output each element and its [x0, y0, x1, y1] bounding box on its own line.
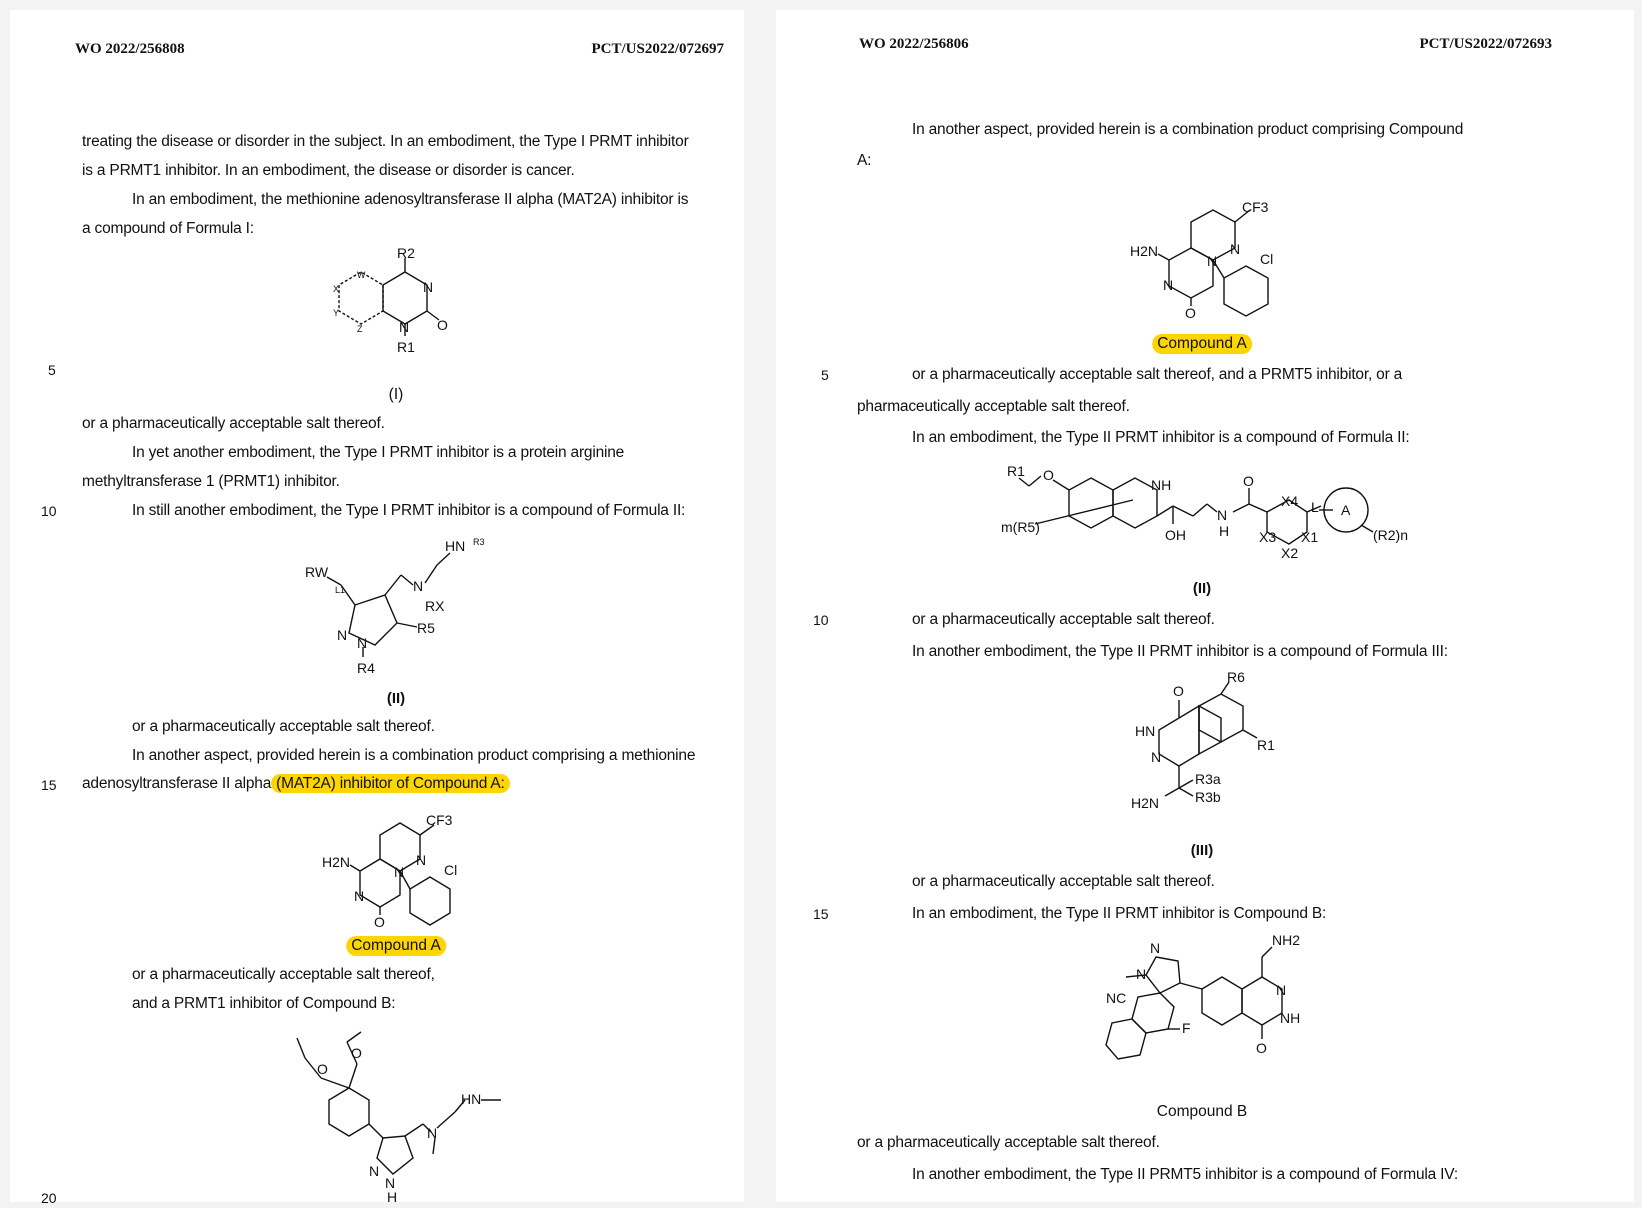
svg-text:N: N [357, 635, 368, 651]
publication-number: WO 2022/256806 [859, 36, 969, 52]
text-line: In an embodiment, the methionine adenosyltransferase II alpha (MAT2A) inhibitor is [132, 191, 689, 208]
svg-text:F: F [1182, 1020, 1191, 1036]
text-line: or a pharmaceutically acceptable salt thereof. [912, 873, 1215, 890]
text-line: treating the disease or disorder in the subject. In an embodiment, the Type I PRMT inhibitor [82, 133, 689, 150]
svg-text:N: N [416, 852, 427, 868]
svg-text:Z: Z [357, 324, 363, 334]
svg-text:R1: R1 [1007, 463, 1025, 479]
line-number: 5 [821, 367, 829, 383]
svg-text:N: N [423, 279, 434, 295]
highlighted-text: (MAT2A) inhibitor of Compound A: [271, 774, 510, 793]
svg-text:N: N [1151, 749, 1162, 765]
text-line: or a pharmaceutically acceptable salt thereof, [132, 966, 435, 983]
svg-text:H2N: H2N [322, 854, 351, 870]
svg-text:HN: HN [1135, 723, 1156, 739]
line-number: 10 [41, 503, 57, 519]
svg-text:N: N [369, 1163, 380, 1179]
compound-a-structure [1130, 190, 1296, 321]
svg-text:O: O [374, 914, 385, 930]
formula-ii-structure [305, 535, 505, 685]
svg-text:R2: R2 [397, 245, 415, 261]
svg-text:R1: R1 [397, 339, 415, 355]
text-line: and a PRMT1 inhibitor of Compound B: [132, 995, 396, 1012]
svg-text:HN: HN [445, 538, 466, 554]
svg-text:N: N [399, 319, 410, 335]
line-number: 15 [813, 906, 829, 922]
text-line: In another embodiment, the Type II PRMT inhibitor is a compound of Formula III: [912, 643, 1448, 660]
svg-text:X3: X3 [1259, 529, 1277, 545]
svg-text:O: O [1185, 305, 1196, 321]
formula-i-structure [333, 245, 465, 372]
svg-text:Y: Y [333, 308, 340, 318]
application-number: PCT/US2022/072693 [1419, 36, 1552, 52]
svg-text:O: O [317, 1061, 328, 1077]
text-line: In another aspect, provided herein is a combination product comprising a methionine [132, 747, 696, 764]
text-segment: adenosyltransferase II alpha [82, 775, 272, 792]
svg-text:N: N [1217, 507, 1228, 523]
formula-ii-right-structure [1001, 460, 1421, 570]
svg-text:CF3: CF3 [426, 812, 453, 828]
text-line: or a pharmaceutically acceptable salt thereof. [857, 1134, 1160, 1151]
svg-text:N: N [394, 864, 405, 880]
svg-text:CF3: CF3 [1242, 199, 1269, 215]
svg-text:OH: OH [1165, 527, 1186, 543]
svg-text:NH2: NH2 [1272, 932, 1301, 948]
formula-ii-label: (II) [386, 690, 406, 707]
svg-text:NH: NH [1151, 477, 1172, 493]
line-number: 10 [813, 612, 829, 628]
left-patent-page [10, 10, 744, 1206]
svg-text:R3b: R3b [1195, 789, 1221, 805]
line-number: 15 [41, 777, 57, 793]
svg-text:(R2)n: (R2)n [1373, 527, 1409, 543]
svg-text:H: H [1219, 523, 1230, 539]
formula-ii-label: (II) [1192, 580, 1212, 597]
compound-a-label: Compound A [346, 936, 446, 956]
svg-text:NC: NC [1106, 990, 1127, 1006]
svg-text:N: N [354, 888, 365, 904]
svg-text:N: N [1136, 966, 1147, 982]
svg-text:N: N [427, 1125, 438, 1141]
svg-text:O: O [351, 1045, 362, 1061]
compound-b-structure [295, 1030, 515, 1205]
application-number: PCT/US2022/072697 [591, 41, 724, 57]
text-line: a compound of Formula I: [82, 220, 254, 237]
formula-i-label: (I) [388, 386, 404, 403]
svg-text:N: N [413, 578, 424, 594]
svg-text:R4: R4 [357, 660, 375, 676]
svg-text:RW: RW [305, 564, 329, 580]
svg-text:L: L [1311, 499, 1319, 515]
compound-b-right-structure [1106, 932, 1306, 1095]
svg-text:A: A [1341, 502, 1351, 518]
svg-text:N: N [385, 1175, 396, 1191]
formula-iii-label: (III) [1190, 842, 1214, 859]
svg-text:R3a: R3a [1195, 771, 1221, 787]
compound-a-structure [322, 805, 480, 930]
svg-text:NH: NH [1280, 1010, 1301, 1026]
svg-text:N: N [1207, 253, 1218, 269]
text-line: In yet another embodiment, the Type I PRMT inhibitor is a protein arginine [132, 444, 625, 461]
svg-text:O: O [1256, 1040, 1267, 1056]
svg-text:X1: X1 [1301, 529, 1319, 545]
formula-iii-structure [1131, 669, 1301, 838]
text-line: In still another embodiment, the Type I PRMT inhibitor is a compound of Formula II: [132, 502, 686, 519]
compound-a-label: Compound A [1152, 334, 1252, 354]
svg-text:R1: R1 [1257, 737, 1275, 753]
svg-text:N: N [1230, 241, 1241, 257]
svg-text:RX: RX [425, 598, 445, 614]
svg-text:H2N: H2N [1131, 795, 1160, 811]
publication-number: WO 2022/256808 [75, 41, 185, 57]
svg-text:HN: HN [461, 1091, 482, 1107]
svg-text:N: N [337, 627, 348, 643]
svg-text:R3: R3 [473, 537, 485, 547]
svg-text:N: N [1150, 940, 1161, 956]
text-line: pharmaceutically acceptable salt thereof. [857, 398, 1130, 415]
text-line: In another aspect, provided herein is a combination product comprising Compound [912, 121, 1464, 138]
svg-text:L1: L1 [335, 585, 346, 595]
svg-text:H: H [387, 1189, 398, 1205]
svg-text:O: O [1243, 473, 1254, 489]
text-line: A: [857, 152, 872, 169]
text-line: is a PRMT1 inhibitor. In an embodiment, the disease or disorder is cancer. [82, 162, 575, 179]
right-patent-page [776, 10, 1634, 1202]
text-line: In an embodiment, the Type II PRMT inhibitor is a compound of Formula II: [912, 429, 1410, 446]
line-number: 5 [48, 362, 56, 378]
compound-b-label: Compound B [1156, 1103, 1248, 1120]
text-line: or a pharmaceutically acceptable salt thereof. [82, 415, 385, 432]
svg-text:X2: X2 [1281, 545, 1299, 561]
svg-text:N: N [1163, 277, 1174, 293]
text-line: or a pharmaceutically acceptable salt thereof, and a PRMT5 inhibitor, or a [912, 366, 1403, 383]
svg-text:R5: R5 [417, 620, 435, 636]
text-line: In an embodiment, the Type II PRMT inhibitor is Compound B: [912, 905, 1327, 922]
svg-text:Cl: Cl [444, 862, 458, 878]
text-line: methyltransferase 1 (PRMT1) inhibitor. [82, 473, 340, 490]
text-line [82, 775, 510, 793]
line-number: 20 [41, 1190, 57, 1206]
svg-text:R6: R6 [1227, 669, 1245, 685]
text-line: or a pharmaceutically acceptable salt thereof. [132, 718, 435, 735]
svg-text:H2N: H2N [1130, 243, 1159, 259]
svg-text:O: O [1043, 467, 1054, 483]
text-line: or a pharmaceutically acceptable salt thereof. [912, 611, 1215, 628]
svg-text:O: O [437, 317, 448, 333]
svg-text:m(R5): m(R5) [1001, 519, 1040, 535]
svg-text:X4: X4 [1281, 493, 1299, 509]
text-line: In another embodiment, the Type II PRMT5 inhibitor is a compound of Formula IV: [912, 1166, 1458, 1183]
svg-text:O: O [1173, 683, 1184, 699]
svg-text:Cl: Cl [1260, 251, 1274, 267]
svg-text:W: W [357, 270, 366, 280]
svg-text:N: N [1276, 982, 1287, 998]
svg-text:X: X [333, 284, 340, 294]
